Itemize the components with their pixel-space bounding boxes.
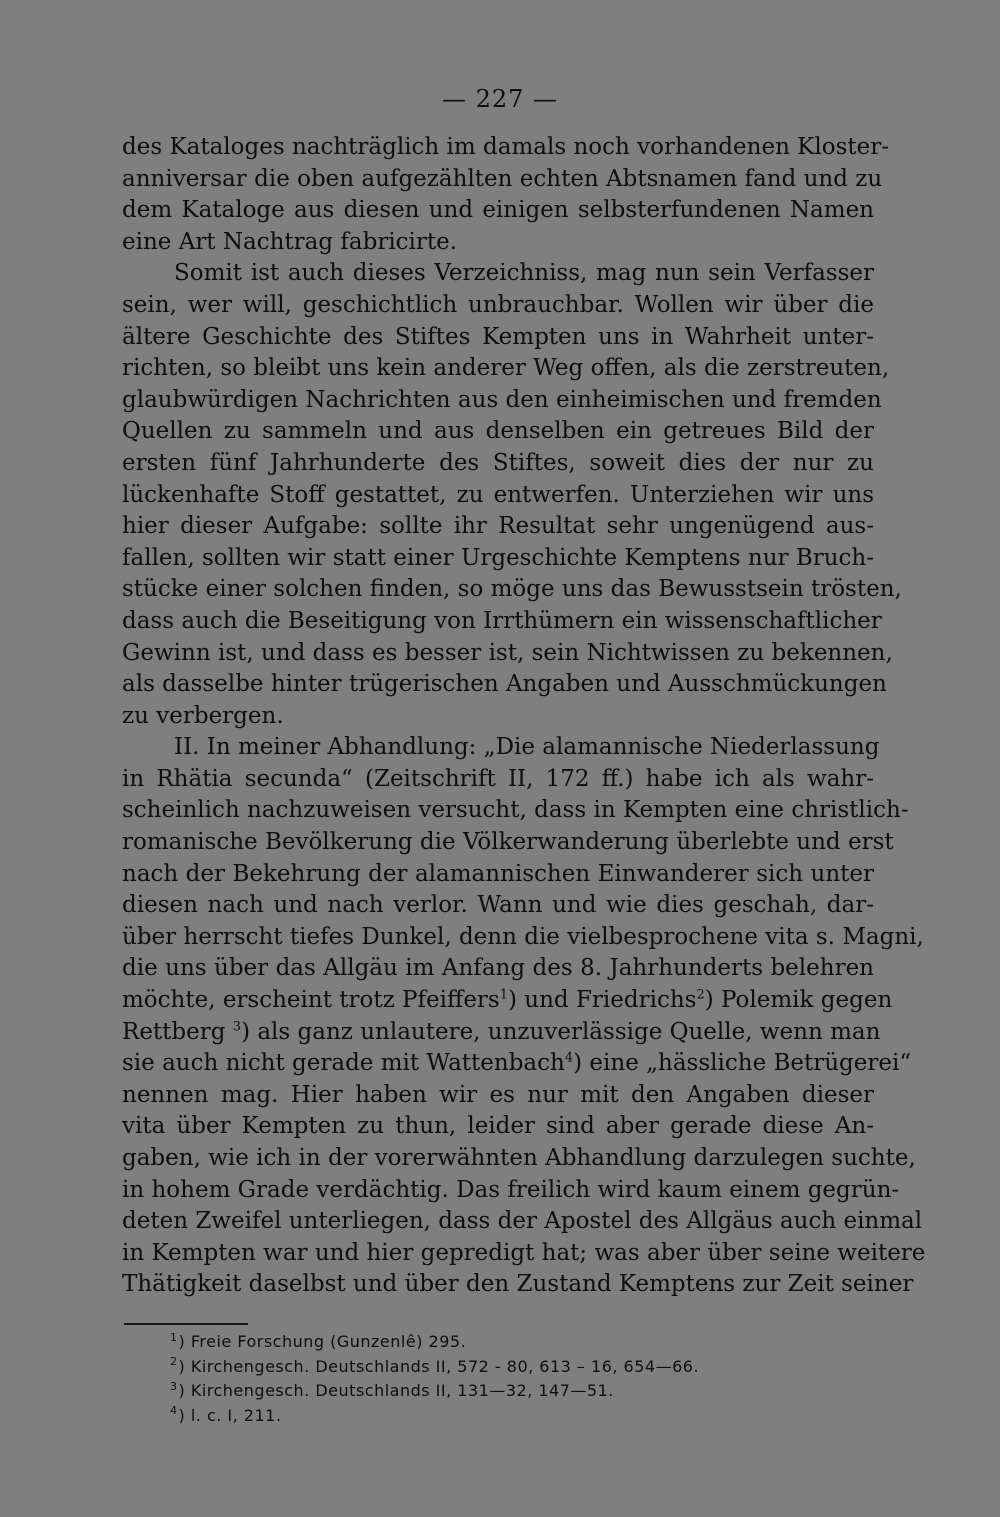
footnote-mark: 2: [170, 1355, 178, 1369]
text-line: ältere Geschichte des Stiftes Kempten uns in Wahrheit unter-: [122, 323, 874, 350]
text-line: lückenhafte Stoff gestattet, zu entwerfen. Unterziehen wir uns: [122, 481, 874, 508]
text-line: nach der Bekehrung der alamannischen Einwanderer sich unter: [122, 860, 874, 887]
text-line: in Kempten war und hier gepredigt hat; was aber über seine weitere: [122, 1239, 926, 1266]
page-number: — 227 —: [441, 85, 559, 113]
footnote-ref: 3: [232, 1018, 242, 1034]
text-segment: ) als ganz unlautere, unzuverlässige Quelle, wenn man: [241, 1018, 881, 1045]
footnote: [170, 1330, 870, 1355]
text-line: Quellen zu sammeln und aus denselben ein getreues Bild der: [122, 418, 874, 445]
text-line: sein, wer will, geschichtlich unbrauchbar. Wollen wir über die: [122, 291, 874, 318]
text-line: scheinlich nachzuweisen versucht, dass in Kempten eine christlich-: [122, 797, 909, 824]
text-line: [122, 1017, 881, 1049]
text-line: deten Zweifel unterliegen, dass der Apostel des Allgäus auch einmal: [122, 1208, 923, 1235]
footnote-mark: 1: [170, 1330, 178, 1344]
footnote: [170, 1379, 870, 1404]
text-line: Thätigkeit daselbst und über den Zustand Kemptens zur Zeit seiner: [122, 1271, 914, 1298]
text-line: richten, so bleibt uns kein anderer Weg offen, als die zerstreuten,: [122, 355, 890, 382]
footnote-mark: 3: [170, 1379, 178, 1393]
text-line: hier dieser Aufgabe: sollte ihr Resultat sehr ungenügend aus-: [122, 513, 874, 540]
body-text: [122, 132, 926, 1301]
text-segment: möchte, erscheint trotz Pfeiffers: [122, 987, 500, 1014]
text-line: vita über Kempten zu thun, leider sind aber gerade diese An-: [122, 1113, 874, 1140]
text-line: [122, 985, 893, 1017]
text-line: [122, 1048, 912, 1080]
footnote: [170, 1404, 870, 1429]
footnote-text: ) Freie Forschung (Gunzenlê) 295.: [178, 1332, 467, 1351]
text-line: Somit ist auch dieses Verzeichniss, mag nun sein Verfasser: [174, 260, 874, 287]
footnote-divider: [124, 1323, 248, 1325]
text-line: in hohem Grade verdächtig. Das freilich wird kaum einem gegrün-: [122, 1176, 900, 1203]
text-segment: ) und Friedrichs: [508, 987, 697, 1014]
text-line: glaubwürdigen Nachrichten aus den einheimischen und fremden: [122, 386, 882, 413]
text-line: diesen nach und nach verlor. Wann und wie dies geschah, dar-: [122, 892, 874, 919]
text-line: dass auch die Beseitigung von Irrthümern ein wissenschaftlicher: [122, 607, 882, 634]
text-segment: sie auch nicht gerade mit Wattenbach: [122, 1050, 565, 1077]
footnote-text: ) Kirchengesch. Deutschlands II, 131—32, 147—51.: [178, 1381, 614, 1400]
text-line: Gewinn ist, und dass es besser ist, sein Nichtwissen zu bekennen,: [122, 639, 893, 666]
footnote: [170, 1355, 870, 1380]
text-line: dem Kataloge aus diesen und einigen selbsterfundenen Namen: [122, 197, 874, 224]
text-line: ersten fünf Jahrhunderte des Stiftes, soweit dies der nur zu: [122, 449, 874, 476]
text-line: gaben, wie ich in der vorerwähnten Abhandlung darzulegen suchte,: [122, 1145, 916, 1171]
text-line: nennen mag. Hier haben wir es nur mit den Angaben dieser: [122, 1081, 874, 1108]
text-line: II. In meiner Abhandlung: „Die alamannische Niederlassung: [174, 734, 880, 761]
text-line: anniversar die oben aufgezählten echten Abtsnamen fand und zu: [122, 165, 883, 192]
text-line: als dasselbe hinter trügerischen Angaben und Ausschmückungen: [122, 671, 887, 698]
footnote-text: ) l. c. I, 211.: [178, 1405, 282, 1425]
text-segment: ) eine „hässliche Betrügerei“: [573, 1050, 912, 1077]
text-line: stücke einer solchen finden, so möge uns das Bewusstsein trösten,: [122, 576, 902, 603]
text-line: des Kataloges nachträglich im damals noch vorhandenen Kloster-: [122, 134, 889, 160]
text-line: über herrscht tiefes Dunkel, denn die vielbesprochene vita s. Magni,: [122, 923, 924, 950]
text-line: eine Art Nachtrag fabricirte.: [122, 228, 458, 255]
text-line: die uns über das Allgäu im Anfang des 8. Jahrhunderts belehren: [122, 955, 874, 982]
text-line: zu verbergen.: [122, 702, 284, 729]
footnotes: [170, 1330, 870, 1428]
footnote-mark: 4: [170, 1404, 178, 1418]
text-line: fallen, sollten wir statt einer Urgeschichte Kemptens nur Bruch-: [122, 544, 874, 571]
footnote-ref: 2: [696, 987, 705, 1003]
text-line: romanische Bevölkerung die Völkerwanderung überlebte und erst: [122, 829, 894, 856]
text-line: in Rhätia secunda“ (Zeitschrift II, 172 ff.) habe ich als wahr-: [122, 765, 874, 792]
text-segment: ) Polemik gegen: [704, 987, 893, 1014]
footnote-text: ) Kirchengesch. Deutschlands II, 572 - 80, 613 – 16, 654—66.: [178, 1356, 700, 1376]
text-segment: Rettberg: [122, 1018, 233, 1045]
footnote-ref: 4: [564, 1050, 574, 1066]
footnote-ref: 1: [499, 987, 509, 1003]
